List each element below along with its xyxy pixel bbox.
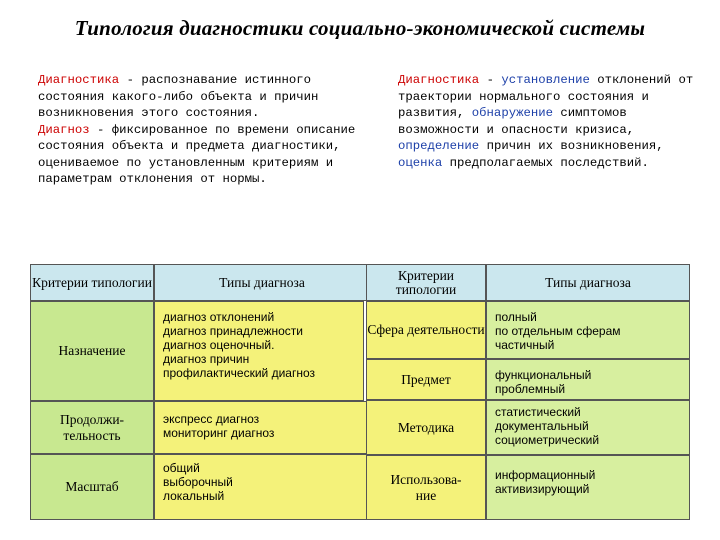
diagnostics-definition-text: - распознавание истинного состояния какого-либо объекта и причин возникновения этого состояния. (38, 73, 319, 120)
types-use: информационный активизирующий (486, 455, 690, 520)
text-part-4: предполагаемых последствий. (442, 155, 649, 170)
types-sphere: полный по отдельным сферам частичный (486, 301, 690, 359)
right-header-types: Типы диагноза (486, 264, 690, 301)
definition-left (38, 72, 368, 188)
left-header-criteria: Критерии типологии (30, 264, 154, 301)
text-part-1: отклонений от траектории нормального состояния и развития, (398, 73, 694, 120)
types-subject: функциональный проблемный (486, 359, 690, 400)
criterion-method: Методика (366, 400, 486, 455)
criterion-use: Использова- ние (366, 455, 486, 520)
types-duration: экспресс диагноз мониторинг диагноз (154, 401, 370, 454)
keyword-assessment: оценка (398, 155, 443, 170)
keyword-establishment: установление (501, 73, 590, 87)
term-diagnosis: Диагноз (38, 122, 90, 137)
criterion-duration: Продолжи- тельность (30, 401, 154, 454)
criterion-subject: Предмет (366, 359, 486, 400)
diagnosis-definition-text: - фиксированное по времени описание состояния объекта и предмета диагностики, оцениваемое по установленным критериям и параметрам отклонения от нормы. (38, 122, 356, 186)
criterion-sphere: Сфера деятельности (366, 301, 486, 359)
criterion-purpose: Назначение (30, 301, 154, 401)
dash: - (479, 73, 502, 87)
types-scale: общий выборочный локальный (154, 454, 370, 520)
text-part-3: причин их возникновения, (479, 139, 664, 153)
page-title: Типология диагностики социально-экономической системы (74, 16, 646, 40)
right-header-criteria: Критерии типологии (366, 264, 486, 301)
term-diagnostics: Диагностика (38, 73, 120, 87)
keyword-determination: определение (398, 139, 480, 153)
keyword-detection: обнаружение (471, 106, 553, 120)
term-diagnostics-right: Диагностика (398, 73, 480, 87)
definition-right (398, 72, 708, 171)
left-header-types: Типы диагноза (154, 264, 370, 301)
types-method: статистический документальный социометрический (486, 400, 690, 455)
criterion-scale: Масштаб (30, 454, 154, 520)
text-part-2: симптомов возможности и опасности кризиса, (398, 106, 635, 137)
types-purpose: диагноз отклонений диагноз принадлежности диагноз оценочный. диагноз причин профилактический диагноз (154, 301, 364, 401)
